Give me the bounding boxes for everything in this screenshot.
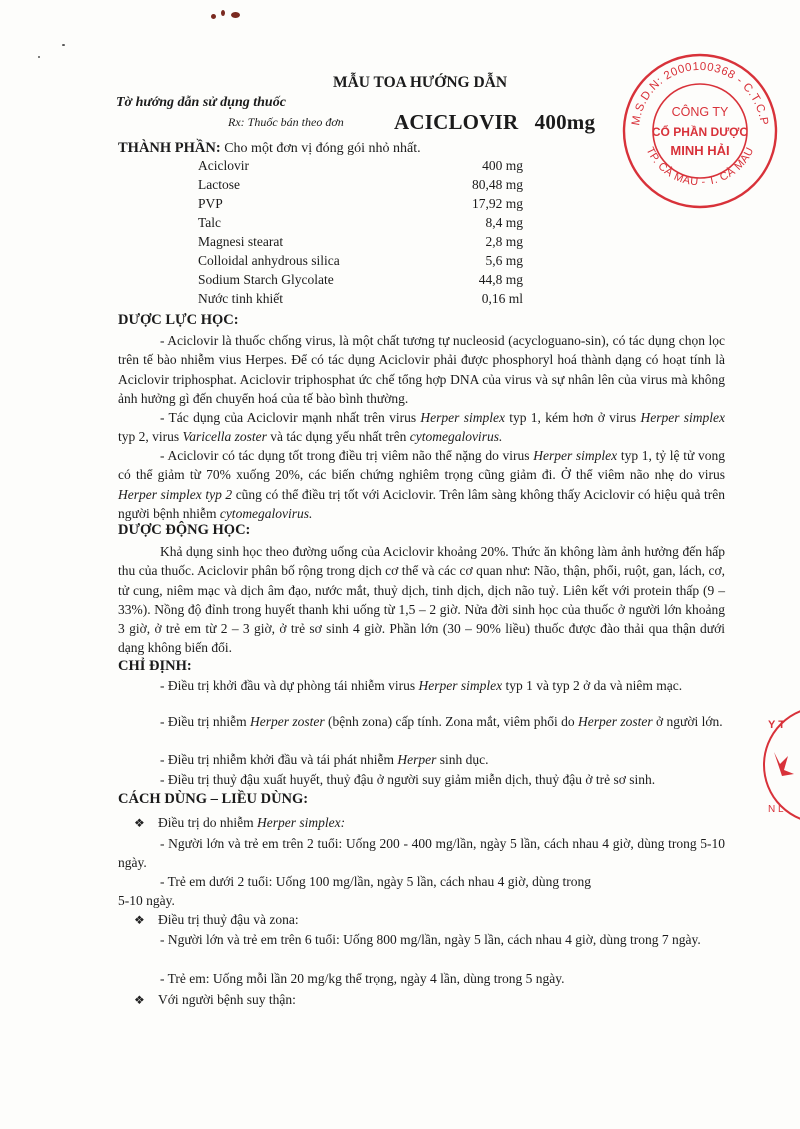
text-run: - Điều trị nhiễm (160, 714, 250, 729)
pharmacodynamics-p2 (118, 408, 725, 447)
dosage-group-title (158, 813, 718, 832)
indication-item (118, 770, 725, 789)
ingredient-amount: 17,92 mg (471, 196, 523, 211)
diamond-bullet-icon: ❖ (134, 993, 145, 1007)
pharmacodynamics-p1-text: - Aciclovir là thuốc chống virus, là một chất tương tự nucleosid (acycloguano-sin), có tác dụng chọn lọc trên tế bào nhiễm vius Herpes. Để có tác dụng Aciclovir phải được phosphoryl hoá thành dạng có hoạt tính là Aciclovir triphosphat. Aciclovir triphosphat ức chế tổng hợp DNA của virus và sự nhân lên của virus mà không ảnh hưởng gì đến chuyển hoá của tế bào bình thường. (118, 333, 725, 406)
organism-name: Herper simplex (418, 678, 503, 693)
ingredient-name: Aciclovir (198, 158, 249, 173)
text-run: typ 1, kém hơn ở virus (504, 410, 641, 425)
organism-name: Herper zoster (249, 714, 325, 729)
organism-name: Herper simplex (420, 410, 505, 425)
document-subtitle: Tờ hướng dẫn sử dụng thuốc (116, 95, 286, 110)
ingredient-name: Magnesi stearat (198, 234, 284, 249)
pharmacokinetics-text: Khả dụng sinh học theo đường uống của Aciclovir khoảng 20%. Thức ăn không làm ảnh hưởng đến hấp thu của thuốc. Aciclovir phân bố rộng trong dịch cơ thể và các cơ quan như: Não, thận, phổi, ruột, gan, lách, cơ, tử cung, niêm mạc và dịch âm đạo, nước mắt, thuỷ dịch, tinh dịch, dịch não tuỷ. Liên kết với protein thấp (9 – 33%). Nồng độ đỉnh trong huyết thanh khi uống từ 1,5 – 2 giờ. Nửa đời sinh học của thuốc ở người lớn khoảng 3 giờ, ở trẻ em từ 2 – 3 giờ, ở trẻ sơ sinh 4 giờ. Phần lớn (30 – 90% liều) thuốc được đào thải qua thận dưới dạng không biến đổi. (118, 544, 725, 656)
dosage-item (118, 969, 725, 988)
text-run: - Trẻ em: Uống mỗi lần 20 mg/kg thể trọng, ngày 4 lần, dùng trong 5 ngày. (160, 971, 565, 986)
scan-speck (38, 56, 40, 58)
text-run: - Điều trị khởi đầu và dự phòng tái nhiễm virus (160, 678, 419, 693)
dosage-item (118, 930, 725, 949)
organism-name: Herper simplex (640, 410, 725, 425)
ingredient-amount: 44,8 mg (478, 272, 523, 287)
indication-item (118, 676, 725, 695)
text-run: và tác dụng yếu nhất trên (266, 429, 410, 445)
ingredient-amount: 400 mg (482, 158, 523, 173)
organism-name: cytomegalovirus. (409, 429, 503, 445)
stamp-outer-text: M.S.D.N: 2000100368 - C.T.C.P (630, 60, 770, 127)
pharmacokinetics-heading: DƯỢC ĐỘNG HỌC: (118, 522, 251, 538)
organism-name: Herper simplex (533, 448, 618, 463)
text-run: ở người lớn. (652, 714, 723, 729)
text-run: sinh dục. (436, 752, 489, 767)
document-title: MẪU TOA HƯỚNG DẪN (332, 74, 508, 91)
ingredient-name: PVP (198, 196, 223, 211)
pharmacodynamics-p1 (118, 331, 725, 408)
text-run: - Người lớn và trẻ em trên 6 tuổi: Uống 800 mg/lần, ngày 5 lần, cách nhau 4 giờ, dùng trong 7 ngày. (160, 932, 701, 947)
ingredient-name: Lactose (198, 177, 240, 192)
stamp-line-3: MINH HẢI (670, 143, 730, 158)
text-run: - Điều trị nhiễm khởi đầu và tái phát nhiễm (160, 752, 398, 767)
dosage-item-cont: 5-10 ngày. (118, 893, 175, 908)
text-run: cũng có thể điều trị tốt với Aciclovir. Trên lâm sàng không thấy Aciclovir có hiệu quả trên người bệnh nhiễm (118, 486, 725, 521)
scan-speck (221, 10, 225, 16)
composition-intro-text: Cho một đơn vị đóng gói nhỏ nhất. (220, 141, 421, 156)
composition-intro (118, 140, 421, 157)
text-run: typ 2, virus (118, 429, 183, 445)
ingredient-name: Colloidal anhydrous silica (198, 253, 340, 268)
partial-stamp-top: Y T (768, 719, 785, 731)
ingredient-name: Sodium Starch Glycolate (198, 272, 334, 287)
company-stamp (621, 52, 779, 210)
dosage-group-title: Điều trị thuỷ đậu và zona: (158, 912, 299, 927)
indication-item (118, 712, 725, 731)
ingredient-amount: 80,48 mg (471, 177, 523, 192)
pharmacodynamics-heading: DƯỢC LỰC HỌC: (118, 312, 239, 328)
text-run: (bệnh zona) cấp tính. Zona mắt, viêm phổi do (324, 714, 579, 729)
partial-stamp-bottom: N L (768, 804, 784, 815)
scan-speck (231, 12, 240, 18)
text-run: Điều trị do nhiễm (158, 815, 257, 830)
ingredient-amount: 2,8 mg (485, 234, 523, 249)
dosage-heading: CÁCH DÙNG – LIỀU DÙNG: (118, 791, 309, 807)
organism-name: Herper simplex typ 2 (118, 486, 233, 502)
organism-name: Herper (397, 752, 437, 767)
indications-heading: CHỈ ĐỊNH: (118, 658, 192, 674)
ingredient-amount: 5,6 mg (485, 253, 523, 268)
ingredient-name: Nước tinh khiết (198, 291, 283, 306)
text-run: typ 1 và typ 2 ở da và niêm mạc. (502, 678, 683, 693)
text-run: - Trẻ em dưới 2 tuổi: Uống 100 mg/lần, ngày 5 lần, cách nhau 4 giờ, dùng trong (160, 874, 592, 889)
dosage-item (118, 872, 725, 891)
partial-stamp (752, 700, 800, 830)
stamp-line-1: CÔNG TY (671, 105, 729, 119)
composition-heading: THÀNH PHẦN: (118, 140, 221, 156)
ingredient-amount: 8,4 mg (485, 215, 523, 230)
text-run: - Aciclovir có tác dụng tốt trong điều trị viêm não thể nặng do virus (160, 448, 534, 463)
drug-name: ACICLOVIR 400mg (394, 110, 596, 134)
organism-name: cytomegalovirus. (219, 505, 313, 521)
scan-speck (211, 14, 216, 19)
text-run: typ 1, tỷ lệ tử vong có thể giảm từ 70% xuống 20%, các biến chứng nghiêm trọng cũng giảm đi. Ở thể viêm não nhẹ do virus (118, 448, 725, 483)
dosage-group-title: Với người bệnh suy thận: (158, 992, 296, 1007)
stamp-bottom-text: TP. CÀ MAU - T. CÀ MAU (643, 145, 757, 189)
rx-note: Rx: Thuốc bán theo đơn (228, 115, 344, 129)
scan-speck (62, 44, 65, 46)
diamond-bullet-icon: ❖ (134, 816, 145, 830)
text-run: - Tác dụng của Aciclovir mạnh nhất trên virus (160, 410, 421, 425)
ingredient-name: Talc (198, 215, 222, 230)
diamond-bullet-icon: ❖ (134, 913, 145, 927)
organism-name: Herper simplex: (256, 815, 346, 830)
pharmacokinetics-p1 (118, 542, 725, 658)
text-run: - Người lớn và trẻ em trên 2 tuổi: Uống 200 - 400 mg/lần, ngày 5 lần, cách nhau 4 giờ, dùng trong 5-10 ngày. (118, 836, 725, 871)
pharmacodynamics-p3 (118, 446, 725, 523)
text-run: - Điều trị thuỷ đậu xuất huyết, thuỷ đậu ở người suy giảm miễn dịch, thuỷ đậu ở trẻ sơ sinh. (160, 772, 656, 787)
stamp-line-2: CỔ PHẦN DƯỢC (651, 125, 749, 139)
dosage-item (118, 834, 725, 873)
indication-item (118, 750, 725, 769)
organism-name: Varicella zoster (182, 429, 267, 445)
ingredient-amount: 0,16 ml (481, 291, 523, 306)
organism-name: Herper zoster (578, 714, 653, 729)
